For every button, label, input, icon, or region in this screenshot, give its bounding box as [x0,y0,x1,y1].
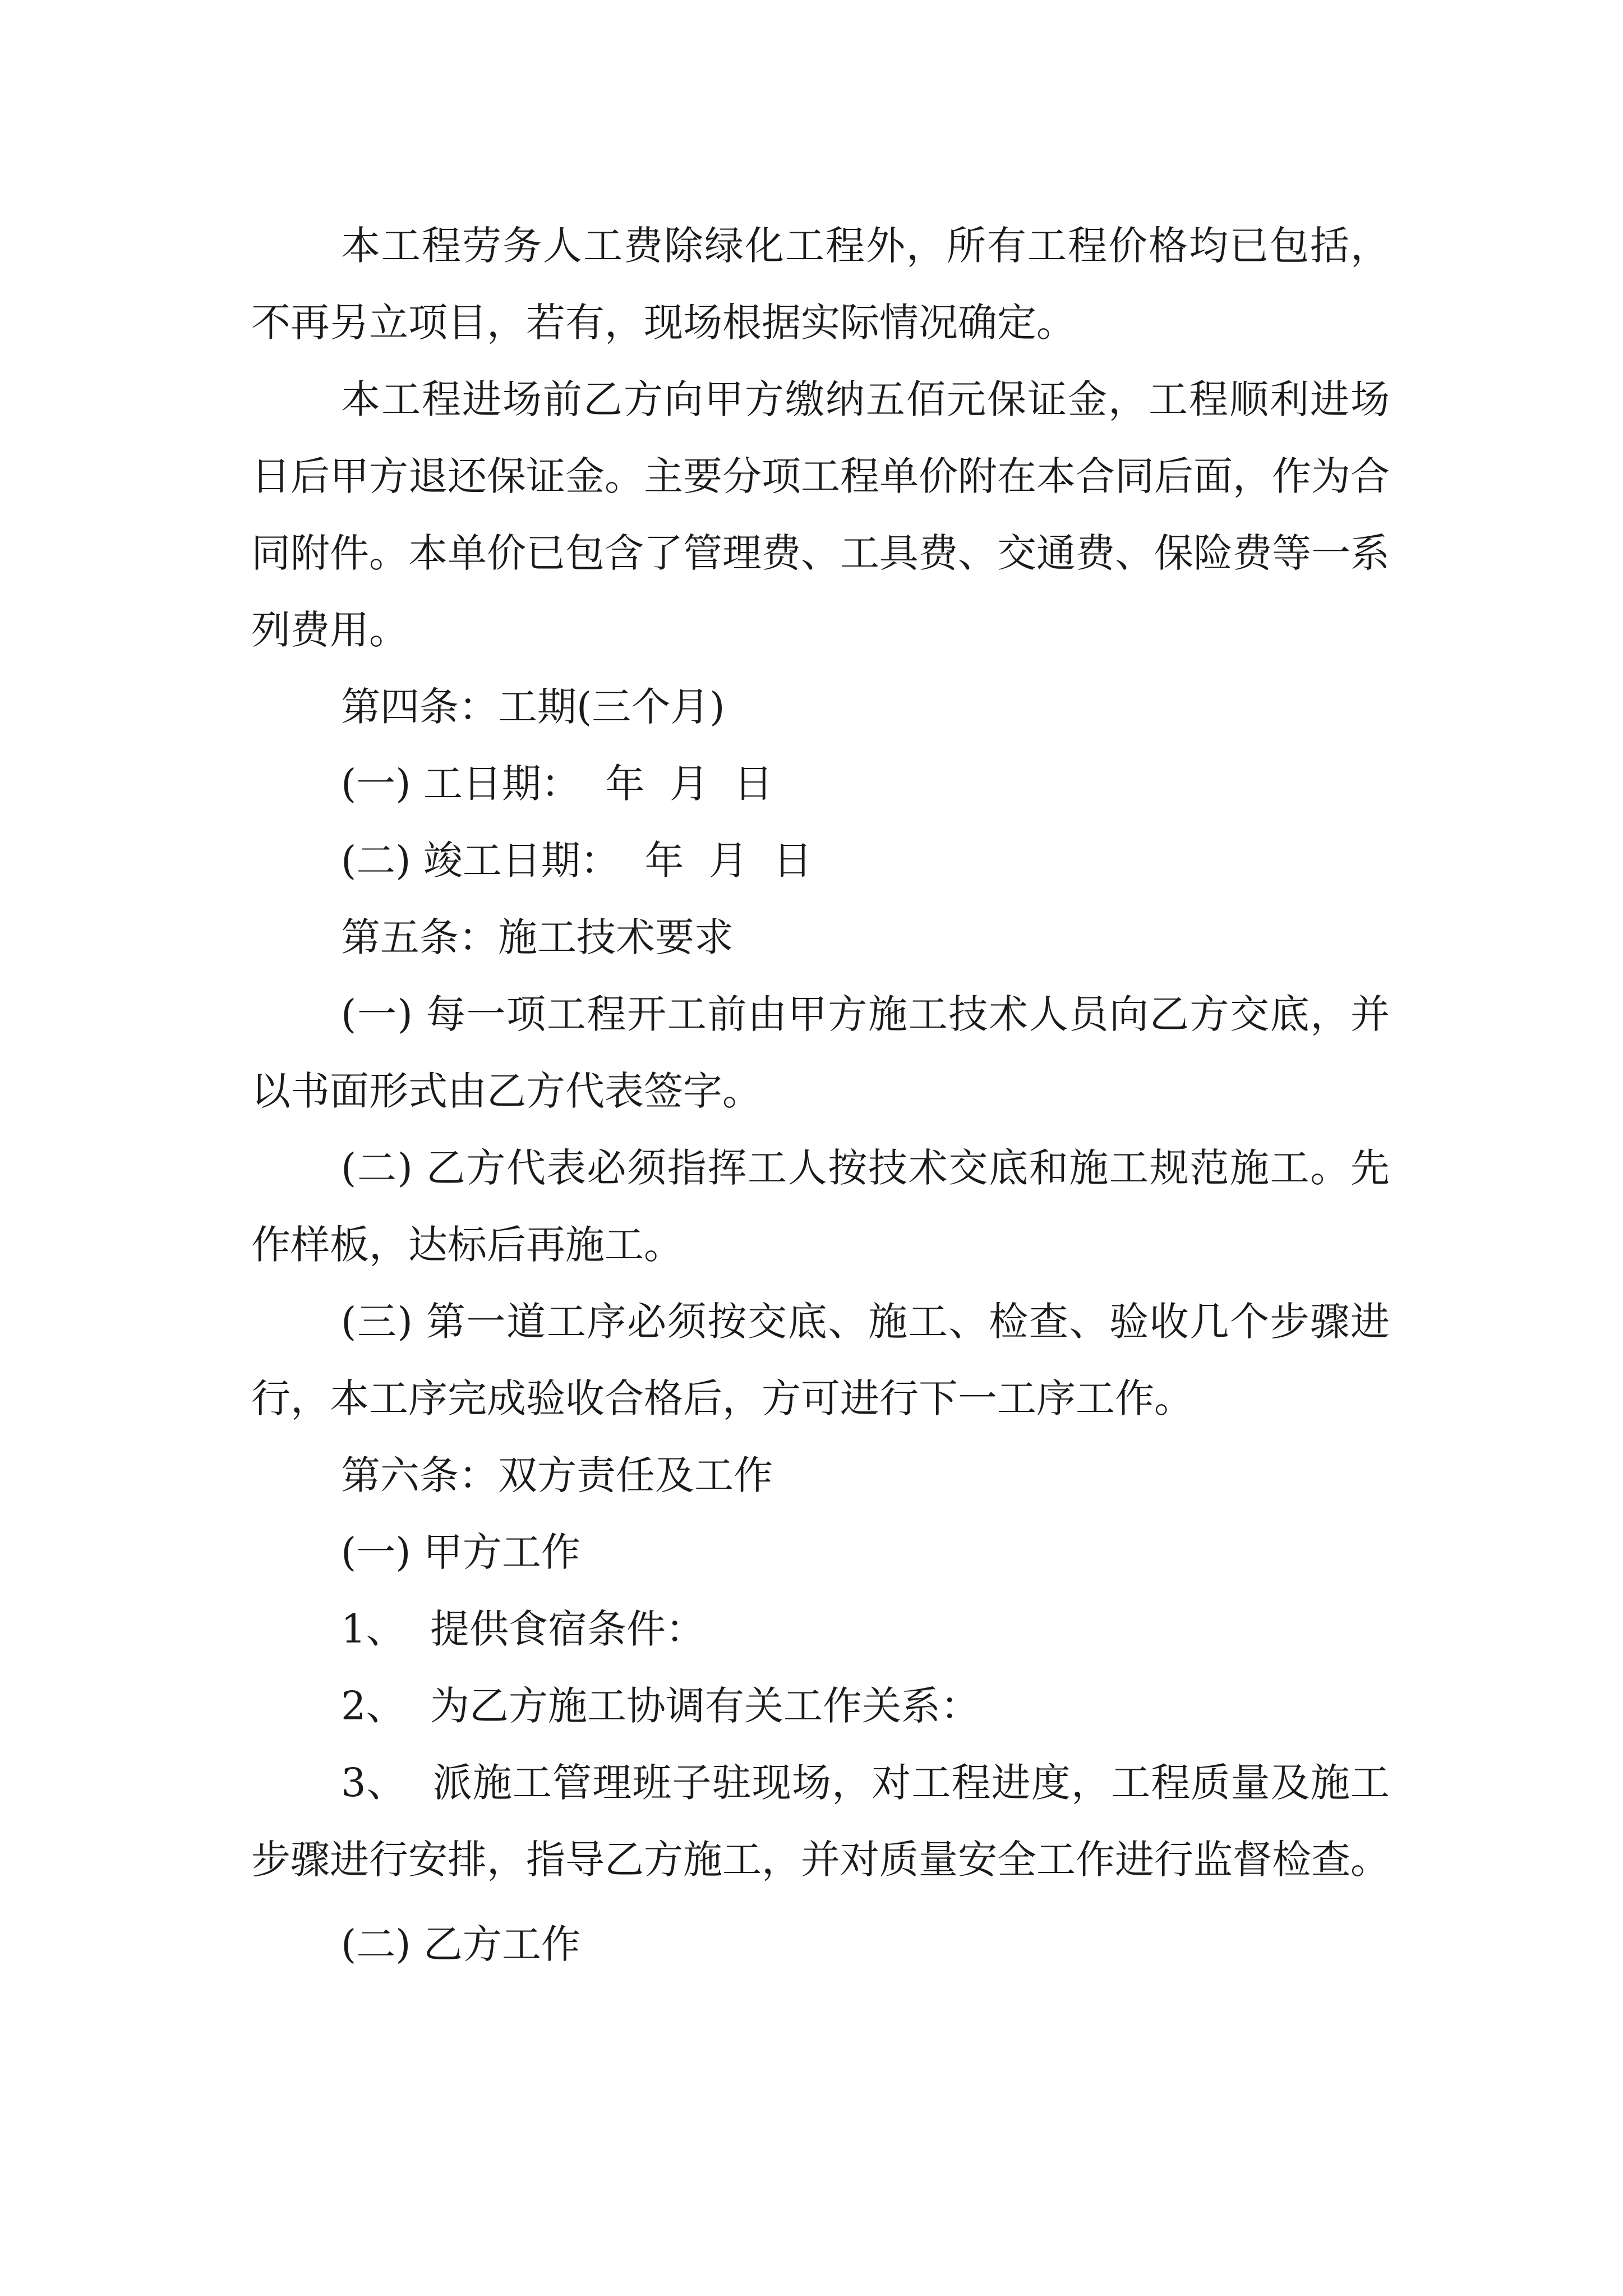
subheading-party-a-work: (一) 甲方工作 [341,1529,580,1575]
subheading-party-b-work: (二) 乙方工作 [341,1921,580,1967]
list-item-2: 2、 为乙方施工协调有关工作关系： [341,1683,980,1729]
clause-completion-date: (二) 竣工日期： 年 月 日 [341,838,813,884]
document-body [251,208,1415,1983]
clause-command-workers: (二) 乙方代表必须指挥工人按技术交底和施工规范施工。先作样板，达标后再施工。 [251,1145,1390,1268]
heading-article-5: 第五条：施工技术要求 [341,914,734,960]
paragraph-labor-cost: 本工程劳务人工费除绿化工程外，所有工程价格均已包括，不再另立项目，若有，现场根据实际情况确定。 [251,223,1390,346]
clause-technical-briefing: (一) 每一项工程开工前由甲方施工技术人员向乙方交底，并以书面形式由乙方代表签字。 [251,991,1390,1114]
clause-process-steps: (三) 第一道工序必须按交底、施工、检查、验收几个步骤进行，本工序完成验收合格后，方可进行下一工序工作。 [251,1299,1390,1421]
clause-start-date: (一) 工日期： 年 月 日 [341,761,773,807]
list-item-1: 1、 提供食宿条件： [341,1606,706,1652]
heading-article-6: 第六条：双方责任及工作 [341,1452,773,1498]
heading-article-4: 第四条：工期(三个月) [341,684,725,730]
paragraph-deposit: 本工程进场前乙方向甲方缴纳五佰元保证金，工程顺利进场 日后甲方退还保证金。主要分项工程单价附在本合同后面，作为合同附件。本单价已包含了管理费、工具费、交通费、保险费等一系列费用。 [251,376,1415,653]
list-item-3: 3、 派施工管理班子驻现场，对工程进度，工程质量及施工步骤进行安排，指导乙方施工，并对质量安全工作进行监督检查。 [251,1760,1390,1883]
